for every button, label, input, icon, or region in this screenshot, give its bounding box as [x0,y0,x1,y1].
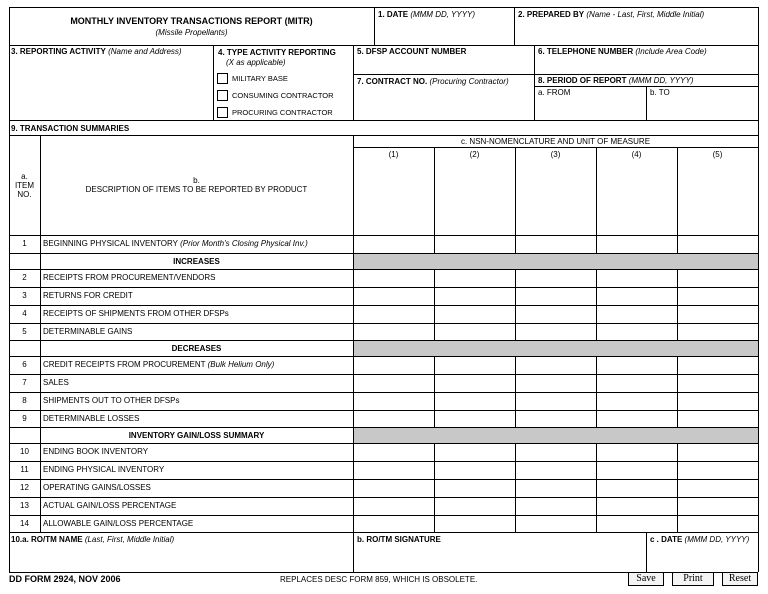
row-8-desc: SHIPMENTS OUT TO OTHER DFSPs [43,396,180,405]
row-7-col-3-field[interactable] [516,375,596,392]
row-2-col-4-field[interactable] [597,270,677,287]
contract-no-label: 7. CONTRACT NO. (Procuring Contractor) [357,77,509,86]
divider [534,45,535,120]
date-label: 1. DATE (MMM DD, YYYY) [378,10,476,19]
row-14-col-5-field[interactable] [678,516,758,532]
row-3-desc: RETURNS FOR CREDIT [43,291,133,300]
prepared-by-field[interactable] [516,20,756,44]
rotm-signature-field[interactable] [355,546,644,571]
procuring-contractor-checkbox[interactable] [217,107,228,118]
row-5-no: 5 [22,327,27,336]
divider [374,7,375,45]
form-number: DD FORM 2924, NOV 2006 [9,574,121,584]
row-4-col-4-field[interactable] [597,306,677,323]
procuring-contractor-label: PROCURING CONTRACTOR [232,108,333,117]
row-9-no: 9 [22,414,27,423]
row-12-desc: OPERATING GAINS/LOSSES [43,483,151,492]
row-8-col-2-field[interactable] [435,393,515,410]
row-14-col-1-field[interactable] [354,516,434,532]
rotm-date-field[interactable] [648,546,756,571]
row-1-col-2-field[interactable] [435,236,515,253]
row-10-col-1-field[interactable] [354,444,434,461]
col-a-letter: a. [21,172,28,181]
row-12-col-4-field[interactable] [597,480,677,497]
row-9-col-3-field[interactable] [516,411,596,427]
row-5-col-5-field[interactable] [678,324,758,340]
divider [213,45,214,120]
telephone-field[interactable] [536,58,756,73]
row-13-desc: ACTUAL GAIN/LOSS PERCENTAGE [43,501,177,510]
row-14-col-3-field[interactable] [516,516,596,532]
row-5-desc: DETERMINABLE GAINS [43,327,133,336]
row-9-desc: DETERMINABLE LOSSES [43,414,140,423]
row-9-col-2-field[interactable] [435,411,515,427]
row-10-col-4-field[interactable] [597,444,677,461]
divider [514,7,515,45]
contract-no-field[interactable] [355,88,532,119]
row-7-col-2-field[interactable] [435,375,515,392]
divider [9,120,758,121]
row-13-no: 13 [20,501,29,510]
col-2-header: (2) [469,150,480,159]
nsn-header: c. NSN-NOMENCLATURE AND UNIT OF MEASURE [460,137,651,146]
row-1-col-1-field[interactable] [354,236,434,253]
reset-button[interactable]: Reset [722,572,758,586]
row-1-desc: BEGINNING PHYSICAL INVENTORY (Prior Month's Closing Physical Inv.) [43,239,308,248]
row-2-col-1-field[interactable] [354,270,434,287]
row-6-col-4-field[interactable] [597,357,677,374]
form-title: MONTHLY INVENTORY TRANSACTIONS REPORT (MITR) [70,16,313,26]
reporting-activity-label: 3. REPORTING ACTIVITY (Name and Address) [11,47,182,56]
col-4-header: (4) [631,150,642,159]
col-5-header: (5) [712,150,723,159]
row-1-col-3-field[interactable] [516,236,596,253]
row-7-no: 7 [22,378,27,387]
shaded-bar-decreases [354,341,758,356]
row-4-no: 4 [22,309,27,318]
row-10-col-2-field[interactable] [435,444,515,461]
row-5-col-3-field[interactable] [516,324,596,340]
row-3-col-1-field[interactable] [354,288,434,305]
border-right [758,7,759,572]
row-2-desc: RECEIPTS FROM PROCUREMENT/VENDORS [43,273,216,282]
rotm-name-field[interactable] [11,546,351,571]
dfsp-account-field[interactable] [355,58,532,73]
row-6-col-1-field[interactable] [354,357,434,374]
row-13-col-1-field[interactable] [354,498,434,515]
col-1-header: (1) [388,150,399,159]
row-13-col-5-field[interactable] [678,498,758,515]
row-8-col-1-field[interactable] [354,393,434,410]
shaded-bar-increases [354,254,758,269]
row-1-col-4-field[interactable] [597,236,677,253]
divider [646,86,647,120]
print-button[interactable]: Print [672,572,714,586]
row-4-desc: RECEIPTS OF SHIPMENTS FROM OTHER DFSPs [43,309,229,318]
row-6-no: 6 [22,360,27,369]
row-4-col-5-field[interactable] [678,306,758,323]
row-9-col-1-field[interactable] [354,411,434,427]
row-3-col-2-field[interactable] [435,288,515,305]
row-12-col-3-field[interactable] [516,480,596,497]
row-14-desc: ALLOWABLE GAIN/LOSS PERCENTAGE [43,519,194,528]
form-subtitle: (Missile Propellants) [155,28,228,37]
col-a-no: NO. [17,190,32,199]
row-11-col-3-field[interactable] [516,462,596,479]
row-7-desc: SALES [43,378,69,387]
row-12-col-5-field[interactable] [678,480,758,497]
row-11-col-5-field[interactable] [678,462,758,479]
prepared-by-label: 2. PREPARED BY (Name - Last, First, Middle Initial) [518,10,705,19]
border-top [9,7,758,8]
date-field[interactable] [376,20,512,44]
row-12-no: 12 [20,483,29,492]
row-11-col-1-field[interactable] [354,462,434,479]
row-10-no: 10 [20,447,29,456]
shaded-bar-summary [354,428,758,443]
row-2-col-2-field[interactable] [435,270,515,287]
period-from-label: a. FROM [538,88,571,97]
type-activity-label: 4. TYPE ACTIVITY REPORTING [218,48,336,57]
military-base-label: MILITARY BASE [232,74,288,83]
row-11-col-4-field[interactable] [597,462,677,479]
type-activity-hint: (X as applicable) [226,58,286,67]
divider [646,532,647,572]
row-5-col-2-field[interactable] [435,324,515,340]
row-14-no: 14 [20,519,29,528]
period-to-field[interactable] [648,98,756,119]
row-8-col-5-field[interactable] [678,393,758,410]
transaction-summaries-label: 9. TRANSACTION SUMMARIES [11,124,130,133]
row-11-no: 11 [20,465,29,474]
row-12-col-1-field[interactable] [354,480,434,497]
nsn-header-field-4[interactable] [597,148,677,235]
nsn-header-field-1[interactable] [354,148,434,235]
period-of-report-label: 8. PERIOD OF REPORT (MMM DD, YYYY) [538,76,694,85]
row-9-col-5-field[interactable] [678,411,758,427]
row-11-col-2-field[interactable] [435,462,515,479]
row-8-col-4-field[interactable] [597,393,677,410]
row-4-col-3-field[interactable] [516,306,596,323]
nsn-header-field-2[interactable] [435,148,515,235]
period-to-label: b. TO [650,88,670,97]
row-10-col-5-field[interactable] [678,444,758,461]
row-4-col-2-field[interactable] [435,306,515,323]
divider [353,74,758,75]
summary-heading: INVENTORY GAIN/LOSS SUMMARY [128,431,265,440]
divider [9,45,758,46]
col-3-header: (3) [550,150,561,159]
row-12-col-2-field[interactable] [435,480,515,497]
row-7-col-4-field[interactable] [597,375,677,392]
telephone-label: 6. TELEPHONE NUMBER (Include Area Code) [538,47,707,56]
reporting-activity-field[interactable] [11,58,211,118]
row-14-col-4-field[interactable] [597,516,677,532]
row-3-col-4-field[interactable] [597,288,677,305]
col-b-letter: b. [193,176,200,185]
col-b-heading: DESCRIPTION OF ITEMS TO BE REPORTED BY PRODUCT [85,185,308,194]
consuming-contractor-label: CONSUMING CONTRACTOR [232,91,334,100]
row-11-desc: ENDING PHYSICAL INVENTORY [43,465,165,474]
consuming-contractor-checkbox[interactable] [217,90,228,101]
row-7-col-5-field[interactable] [678,375,758,392]
row-8-col-3-field[interactable] [516,393,596,410]
row-5-col-1-field[interactable] [354,324,434,340]
col-a-item: ITEM [14,181,35,190]
decreases-heading: DECREASES [171,344,222,353]
row-6-col-2-field[interactable] [435,357,515,374]
save-button[interactable]: Save [628,572,664,586]
period-from-field[interactable] [536,98,644,119]
nsn-header-field-5[interactable] [678,148,758,235]
row-7-col-1-field[interactable] [354,375,434,392]
row-3-col-5-field[interactable] [678,288,758,305]
row-line [9,532,758,533]
rotm-date-label: c . DATE (MMM DD, YYYY) [650,535,750,544]
row-4-col-1-field[interactable] [354,306,434,323]
row-5-col-4-field[interactable] [597,324,677,340]
row-6-desc: CREDIT RECEIPTS FROM PROCUREMENT (Bulk Helium Only) [43,360,275,369]
row-2-col-3-field[interactable] [516,270,596,287]
row-3-col-3-field[interactable] [516,288,596,305]
military-base-checkbox[interactable] [217,73,228,84]
row-10-col-3-field[interactable] [516,444,596,461]
row-2-col-5-field[interactable] [678,270,758,287]
divider [9,135,758,136]
row-1-col-5-field[interactable] [678,236,758,253]
row-14-col-2-field[interactable] [435,516,515,532]
row-3-no: 3 [22,291,27,300]
row-13-col-4-field[interactable] [597,498,677,515]
row-9-col-4-field[interactable] [597,411,677,427]
rotm-name-label: 10.a. RO/TM NAME (Last, First, Middle Initial) [11,535,175,544]
increases-heading: INCREASES [173,257,220,266]
row-2-no: 2 [22,273,27,282]
row-1-no: 1 [22,239,27,248]
dfsp-account-label: 5. DFSP ACCOUNT NUMBER [357,47,467,56]
rotm-signature-label: b. RO/TM SIGNATURE [357,535,441,544]
row-6-col-3-field[interactable] [516,357,596,374]
row-8-no: 8 [22,396,27,405]
row-13-col-3-field[interactable] [516,498,596,515]
row-10-desc: ENDING BOOK INVENTORY [43,447,149,456]
nsn-header-field-3[interactable] [516,148,596,235]
divider [353,45,354,120]
replaces-note: REPLACES DESC FORM 859, WHICH IS OBSOLETE. [280,575,478,584]
row-6-col-5-field[interactable] [678,357,758,374]
row-13-col-2-field[interactable] [435,498,515,515]
